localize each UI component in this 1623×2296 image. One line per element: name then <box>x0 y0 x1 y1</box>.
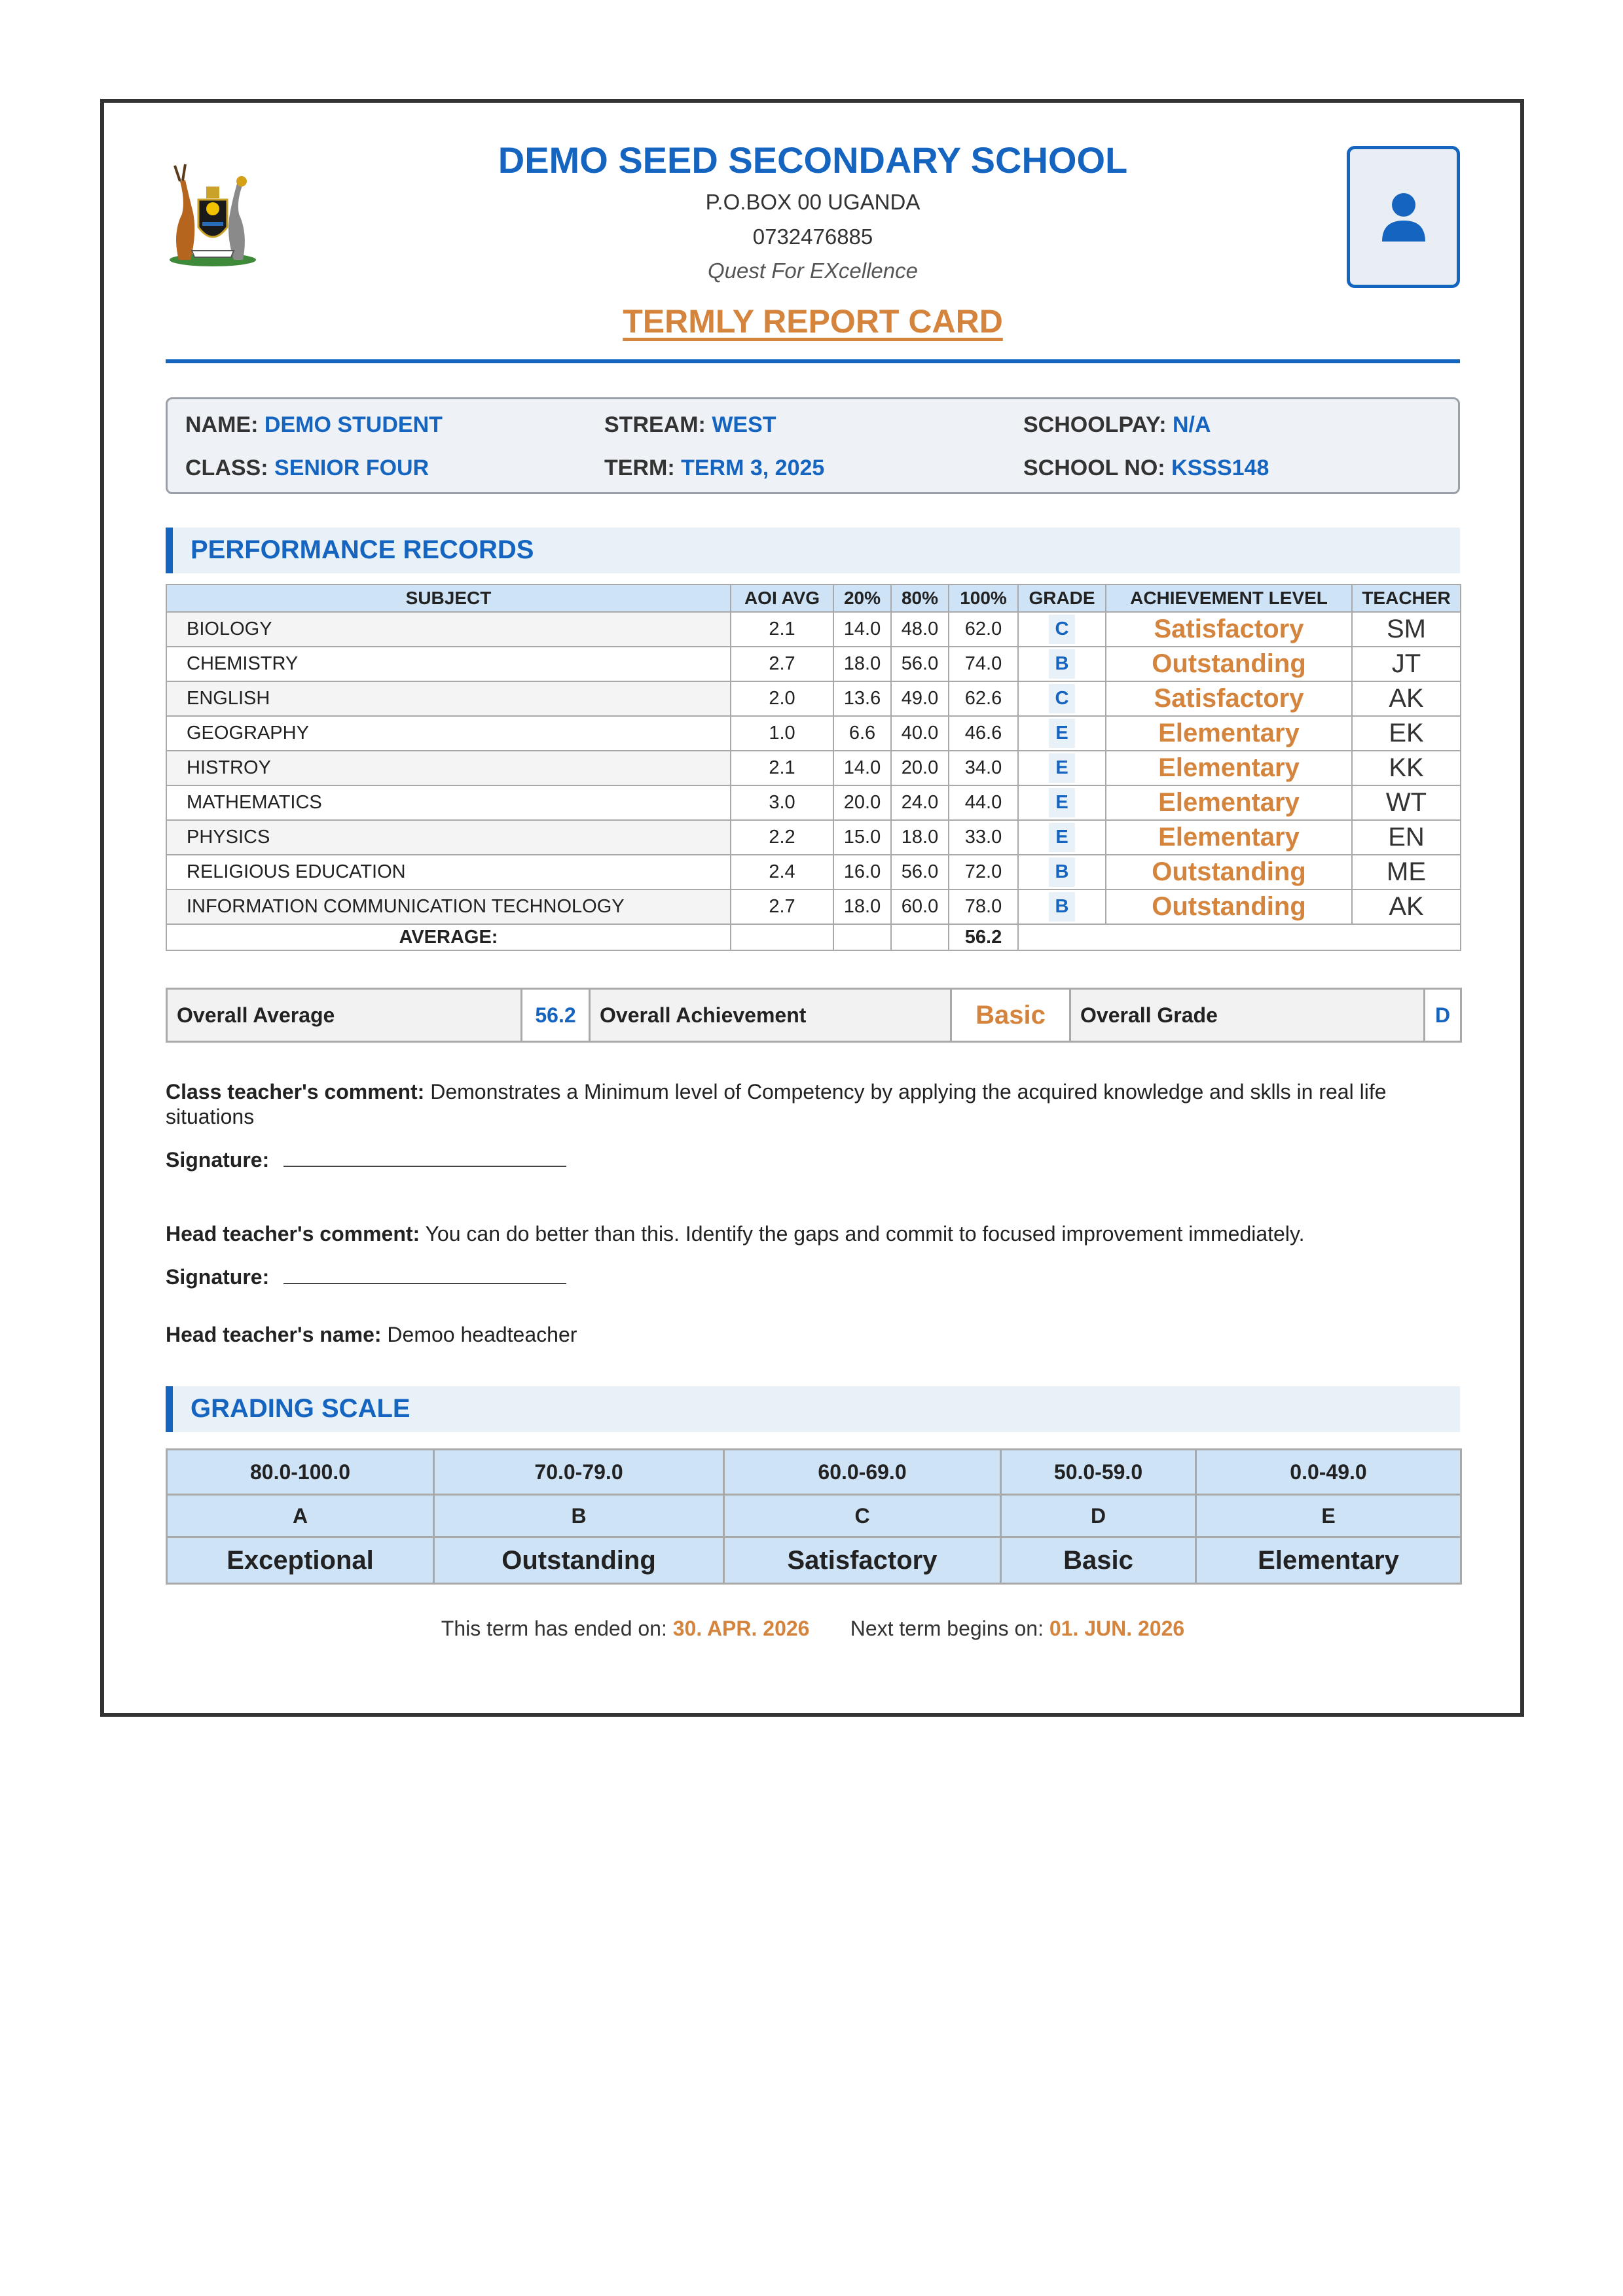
aoi-avg-cell: 2.7 <box>731 889 833 924</box>
table-row <box>166 647 1461 681</box>
class-teacher-comment: Class teacher's comment: Demonstrates a Minimum level of Competency by applying the acquired knowledge and sklls in real life situations <box>166 1080 1387 1128</box>
overall-row <box>167 989 1461 1042</box>
score-20-cell: 20.0 <box>833 785 891 820</box>
subject-cell: GEOGRAPHY <box>166 716 731 751</box>
grade-letter: C <box>724 1495 1001 1537</box>
grade-cell <box>1018 820 1106 855</box>
overall-achievement-value: Basic <box>951 989 1070 1042</box>
student-school-no: SCHOOL NO: KSSS148 <box>1023 456 1269 480</box>
column-header: 100% <box>949 584 1018 612</box>
teacher-cell: EK <box>1352 716 1461 751</box>
grading-letters-row <box>167 1495 1461 1537</box>
aoi-avg-cell: 3.0 <box>731 785 833 820</box>
signature-line <box>283 1267 566 1284</box>
score-20-cell: 13.6 <box>833 681 891 716</box>
student-info-box <box>166 397 1460 494</box>
school-address: P.O.BOX 00 UGANDA <box>705 190 921 214</box>
average-label: AVERAGE: <box>166 924 731 950</box>
aoi-avg-cell: 2.1 <box>731 751 833 785</box>
score-80-cell: 48.0 <box>891 612 949 647</box>
class-teacher-signature: Signature: <box>166 1147 1460 1172</box>
student-class: CLASS: SENIOR FOUR <box>185 456 429 480</box>
score-80-cell: 56.0 <box>891 647 949 681</box>
grade-letter: B <box>434 1495 724 1537</box>
overall-achievement-label: Overall Achievement <box>590 989 951 1042</box>
score-20-cell: 6.6 <box>833 716 891 751</box>
score-100-cell: 72.0 <box>949 855 1018 889</box>
subject-cell: RELIGIOUS EDUCATION <box>166 855 731 889</box>
achievement-cell: Elementary <box>1106 751 1352 785</box>
school-phone: 0732476885 <box>752 224 873 249</box>
overall-grade-label: Overall Grade <box>1070 989 1425 1042</box>
score-20-cell: 18.0 <box>833 647 891 681</box>
student-schoolpay: SCHOOLPAY: N/A <box>1023 412 1211 437</box>
grade-level: Exceptional <box>167 1537 434 1584</box>
grade-level: Outstanding <box>434 1537 724 1584</box>
title-divider <box>166 359 1460 363</box>
grading-scale-table <box>166 1448 1462 1585</box>
grade-badge: E <box>1049 823 1074 852</box>
grade-range: 0.0-49.0 <box>1196 1450 1461 1495</box>
performance-table <box>166 584 1461 951</box>
column-header: 20% <box>833 584 891 612</box>
next-term-date: 01. JUN. 2026 <box>1049 1617 1185 1640</box>
score-80-cell: 20.0 <box>891 751 949 785</box>
grade-badge: E <box>1049 719 1074 748</box>
student-name: NAME: DEMO STUDENT <box>185 412 443 437</box>
subject-cell: HISTROY <box>166 751 731 785</box>
grade-cell <box>1018 647 1106 681</box>
grade-cell <box>1018 855 1106 889</box>
grade-cell <box>1018 681 1106 716</box>
aoi-avg-cell: 2.1 <box>731 612 833 647</box>
grade-level: Satisfactory <box>724 1537 1001 1584</box>
teacher-cell: KK <box>1352 751 1461 785</box>
overall-summary-table <box>166 988 1462 1043</box>
school-name: DEMO SEED SECONDARY SCHOOL <box>498 139 1128 181</box>
subject-cell: BIOLOGY <box>166 612 731 647</box>
score-80-cell: 24.0 <box>891 785 949 820</box>
report-title: TERMLY REPORT CARD <box>623 303 1003 340</box>
achievement-cell: Elementary <box>1106 716 1352 751</box>
column-header: GRADE <box>1018 584 1106 612</box>
term-dates: This term has ended on: 30. APR. 2026 Next term begins on: 01. JUN. 2026 <box>441 1617 1185 1640</box>
score-100-cell: 62.0 <box>949 612 1018 647</box>
achievement-cell: Elementary <box>1106 785 1352 820</box>
head-teacher-comment: Head teacher's comment: You can do better than this. Identify the gaps and commit to focused improvement immediately. <box>166 1222 1305 1246</box>
score-80-cell: 18.0 <box>891 820 949 855</box>
empty-cell <box>833 924 891 950</box>
score-100-cell: 33.0 <box>949 820 1018 855</box>
term-end-date: 30. APR. 2026 <box>672 1617 810 1640</box>
teacher-cell: ME <box>1352 855 1461 889</box>
empty-cell <box>1018 924 1461 950</box>
teacher-cell: SM <box>1352 612 1461 647</box>
aoi-avg-cell: 1.0 <box>731 716 833 751</box>
average-value: 56.2 <box>949 924 1018 950</box>
subject-cell: ENGLISH <box>166 681 731 716</box>
grade-range: 80.0-100.0 <box>167 1450 434 1495</box>
achievement-cell: Satisfactory <box>1106 612 1352 647</box>
grade-range: 70.0-79.0 <box>434 1450 724 1495</box>
score-20-cell: 18.0 <box>833 889 891 924</box>
column-header: ACHIEVEMENT LEVEL <box>1106 584 1352 612</box>
grade-level: Elementary <box>1196 1537 1461 1584</box>
table-row <box>166 716 1461 751</box>
column-header: AOI AVG <box>731 584 833 612</box>
score-100-cell: 78.0 <box>949 889 1018 924</box>
grade-level: Basic <box>1001 1537 1196 1584</box>
empty-cell <box>731 924 833 950</box>
grading-title: GRADING SCALE <box>191 1394 410 1423</box>
achievement-cell: Elementary <box>1106 820 1352 855</box>
column-header: SUBJECT <box>166 584 731 612</box>
aoi-avg-cell: 2.2 <box>731 820 833 855</box>
grade-letter: D <box>1001 1495 1196 1537</box>
achievement-cell: Satisfactory <box>1106 681 1352 716</box>
subject-cell: INFORMATION COMMUNICATION TECHNOLOGY <box>166 889 731 924</box>
grade-range: 50.0-59.0 <box>1001 1450 1196 1495</box>
score-80-cell: 56.0 <box>891 855 949 889</box>
signature-line <box>283 1150 566 1167</box>
teacher-cell: AK <box>1352 681 1461 716</box>
grading-levels-row <box>167 1537 1461 1584</box>
achievement-cell: Outstanding <box>1106 647 1352 681</box>
grade-badge: B <box>1049 649 1076 679</box>
grade-badge: C <box>1049 615 1076 644</box>
student-term: TERM: TERM 3, 2025 <box>604 456 825 480</box>
grade-cell <box>1018 785 1106 820</box>
teacher-cell: EN <box>1352 820 1461 855</box>
table-row <box>166 751 1461 785</box>
score-80-cell: 60.0 <box>891 889 949 924</box>
subject-cell: PHYSICS <box>166 820 731 855</box>
grade-letter: A <box>167 1495 434 1537</box>
teacher-cell: JT <box>1352 647 1461 681</box>
subject-cell: MATHEMATICS <box>166 785 731 820</box>
grade-cell <box>1018 612 1106 647</box>
table-row <box>166 681 1461 716</box>
score-80-cell: 40.0 <box>891 716 949 751</box>
grading-ranges-row <box>167 1450 1461 1495</box>
score-100-cell: 34.0 <box>949 751 1018 785</box>
table-row <box>166 855 1461 889</box>
performance-section-header <box>166 528 1460 573</box>
subject-cell: CHEMISTRY <box>166 647 731 681</box>
average-row <box>166 924 1461 950</box>
aoi-avg-cell: 2.7 <box>731 647 833 681</box>
table-row <box>166 820 1461 855</box>
aoi-avg-cell: 2.0 <box>731 681 833 716</box>
score-100-cell: 74.0 <box>949 647 1018 681</box>
column-header: TEACHER <box>1352 584 1461 612</box>
teacher-cell: WT <box>1352 785 1461 820</box>
head-teacher-name: Head teacher's name: Demoo headteacher <box>166 1323 577 1346</box>
grade-badge: B <box>1049 857 1076 887</box>
overall-grade-value: D <box>1425 989 1461 1042</box>
grade-cell <box>1018 889 1106 924</box>
aoi-avg-cell: 2.4 <box>731 855 833 889</box>
table-row <box>166 612 1461 647</box>
score-20-cell: 15.0 <box>833 820 891 855</box>
grade-range: 60.0-69.0 <box>724 1450 1001 1495</box>
teacher-cell: AK <box>1352 889 1461 924</box>
grade-letter: E <box>1196 1495 1461 1537</box>
score-80-cell: 49.0 <box>891 681 949 716</box>
school-motto: Quest For EXcellence <box>708 259 918 283</box>
grade-badge: E <box>1049 753 1074 783</box>
achievement-cell: Outstanding <box>1106 855 1352 889</box>
performance-title: PERFORMANCE RECORDS <box>191 535 534 564</box>
score-100-cell: 44.0 <box>949 785 1018 820</box>
student-stream: STREAM: WEST <box>604 412 776 437</box>
overall-average-value: 56.2 <box>522 989 590 1042</box>
grade-badge: E <box>1049 788 1074 817</box>
score-100-cell: 62.6 <box>949 681 1018 716</box>
overall-average-label: Overall Average <box>167 989 522 1042</box>
head-teacher-signature: Signature: <box>166 1265 1460 1289</box>
grade-cell <box>1018 751 1106 785</box>
table-header-row <box>166 584 1461 612</box>
score-100-cell: 46.6 <box>949 716 1018 751</box>
score-20-cell: 14.0 <box>833 612 891 647</box>
score-20-cell: 14.0 <box>833 751 891 785</box>
grade-badge: C <box>1049 684 1076 713</box>
grade-cell <box>1018 716 1106 751</box>
column-header: 80% <box>891 584 949 612</box>
score-20-cell: 16.0 <box>833 855 891 889</box>
table-row <box>166 785 1461 820</box>
empty-cell <box>891 924 949 950</box>
table-row <box>166 889 1461 924</box>
achievement-cell: Outstanding <box>1106 889 1352 924</box>
grading-section-header <box>166 1386 1460 1432</box>
grade-badge: B <box>1049 892 1076 922</box>
